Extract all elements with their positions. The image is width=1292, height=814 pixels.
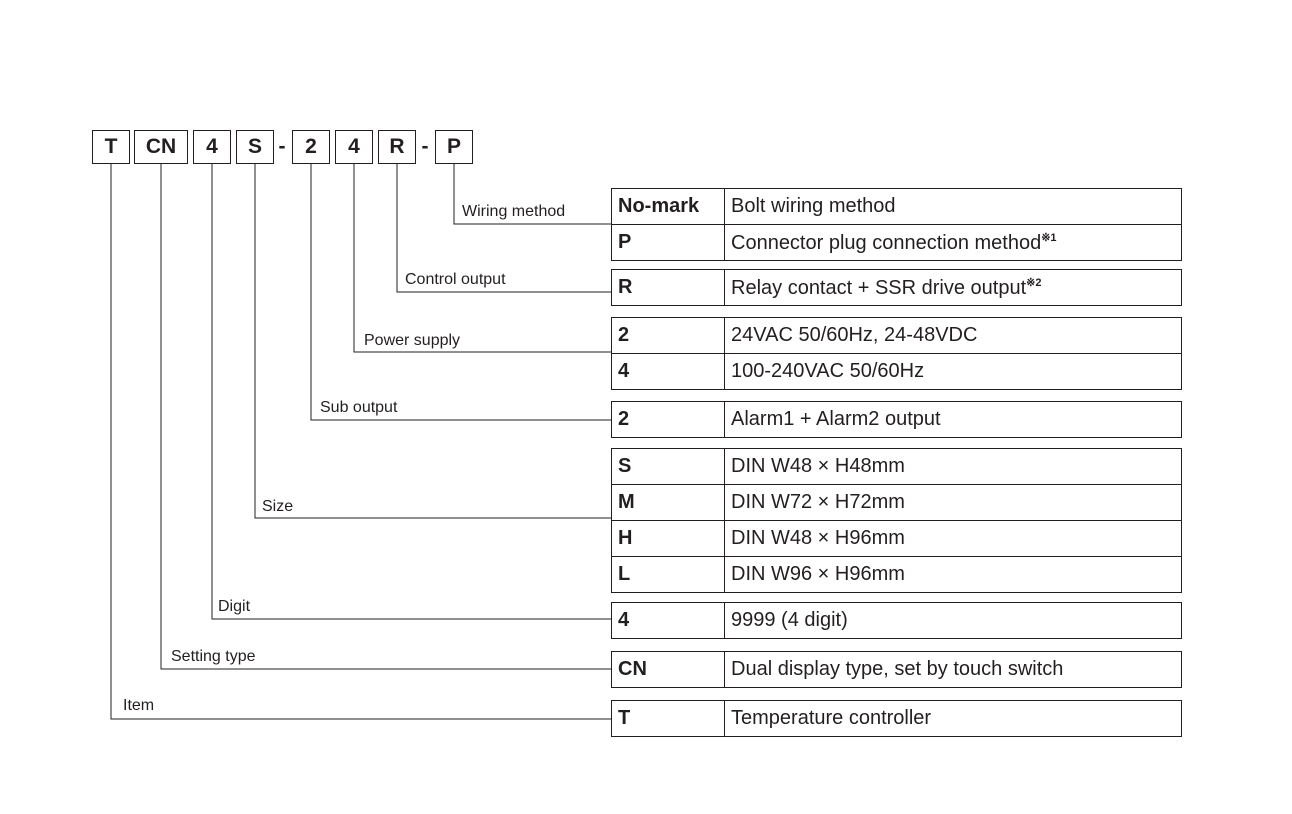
option-code: CN <box>612 652 725 688</box>
table-row <box>612 521 1182 557</box>
code-segment-sub-output: 2 <box>292 130 330 164</box>
option-description: 100-240VAC 50/60Hz <box>725 354 1182 390</box>
option-description: DIN W48 × H48mm <box>725 449 1182 485</box>
label-power-supply: Power supply <box>364 332 461 349</box>
table-sub-output <box>611 401 1182 438</box>
table-row <box>612 449 1182 485</box>
table-item <box>611 700 1182 737</box>
code-segment-control-output: R <box>378 130 416 164</box>
option-description: DIN W96 × H96mm <box>725 557 1182 593</box>
table-digit <box>611 602 1182 639</box>
option-description: Connector plug connection method$^{※1}$ <box>725 225 1182 261</box>
code-segment-power-supply: 4 <box>335 130 373 164</box>
code-segment-digit: 4 <box>193 130 231 164</box>
table-wiring-method <box>611 188 1182 261</box>
footnote-mark: ※1 <box>1041 231 1057 244</box>
code-separator: - <box>421 135 429 158</box>
table-row <box>612 701 1182 737</box>
code-separator: - <box>278 135 286 158</box>
table-row <box>612 354 1182 390</box>
table-row <box>612 652 1182 688</box>
option-code: H <box>612 521 725 557</box>
option-code: 2 <box>612 402 725 438</box>
label-sub-output: Sub output <box>320 399 398 416</box>
label-wiring-method: Wiring method <box>462 203 566 220</box>
code-segment-wiring-method: P <box>435 130 473 164</box>
table-row <box>612 225 1182 261</box>
option-code: L <box>612 557 725 593</box>
table-row <box>612 402 1182 438</box>
option-description: Relay contact + SSR drive output$^{※2}$ <box>725 270 1182 306</box>
option-description: 24VAC 50/60Hz, 24-48VDC <box>725 318 1182 354</box>
option-description: DIN W48 × H96mm <box>725 521 1182 557</box>
option-code: No-mark <box>612 189 725 225</box>
option-code: M <box>612 485 725 521</box>
table-row <box>612 557 1182 593</box>
table-row <box>612 270 1182 306</box>
power-connector <box>354 164 611 352</box>
label-setting-type: Setting type <box>171 648 256 665</box>
option-code: R <box>612 270 725 306</box>
option-code: 4 <box>612 354 725 390</box>
option-description: Temperature controller <box>725 701 1182 737</box>
table-size <box>611 448 1182 593</box>
table-control-output <box>611 269 1182 306</box>
table-setting-type <box>611 651 1182 688</box>
table-row <box>612 189 1182 225</box>
option-code: 2 <box>612 318 725 354</box>
option-code: T <box>612 701 725 737</box>
table-row <box>612 485 1182 521</box>
table-row <box>612 603 1182 639</box>
code-segment-item: T <box>92 130 130 164</box>
label-control-output: Control output <box>405 271 506 288</box>
code-segment-size: S <box>236 130 274 164</box>
table-power-supply <box>611 317 1182 390</box>
label-digit: Digit <box>218 598 251 615</box>
option-code: 4 <box>612 603 725 639</box>
option-description: Dual display type, set by touch switch <box>725 652 1182 688</box>
option-code: P <box>612 225 725 261</box>
option-description: Alarm1 + Alarm2 output <box>725 402 1182 438</box>
option-description: 9999 (4 digit) <box>725 603 1182 639</box>
option-code: S <box>612 449 725 485</box>
item-connector <box>111 164 611 719</box>
option-description: DIN W72 × H72mm <box>725 485 1182 521</box>
table-row <box>612 318 1182 354</box>
footnote-mark: ※2 <box>1026 276 1042 289</box>
code-segment-setting-type: CN <box>134 130 188 164</box>
digit-connector <box>212 164 611 619</box>
option-description: Bolt wiring method <box>725 189 1182 225</box>
label-size: Size <box>262 498 294 515</box>
label-item: Item <box>123 697 155 714</box>
